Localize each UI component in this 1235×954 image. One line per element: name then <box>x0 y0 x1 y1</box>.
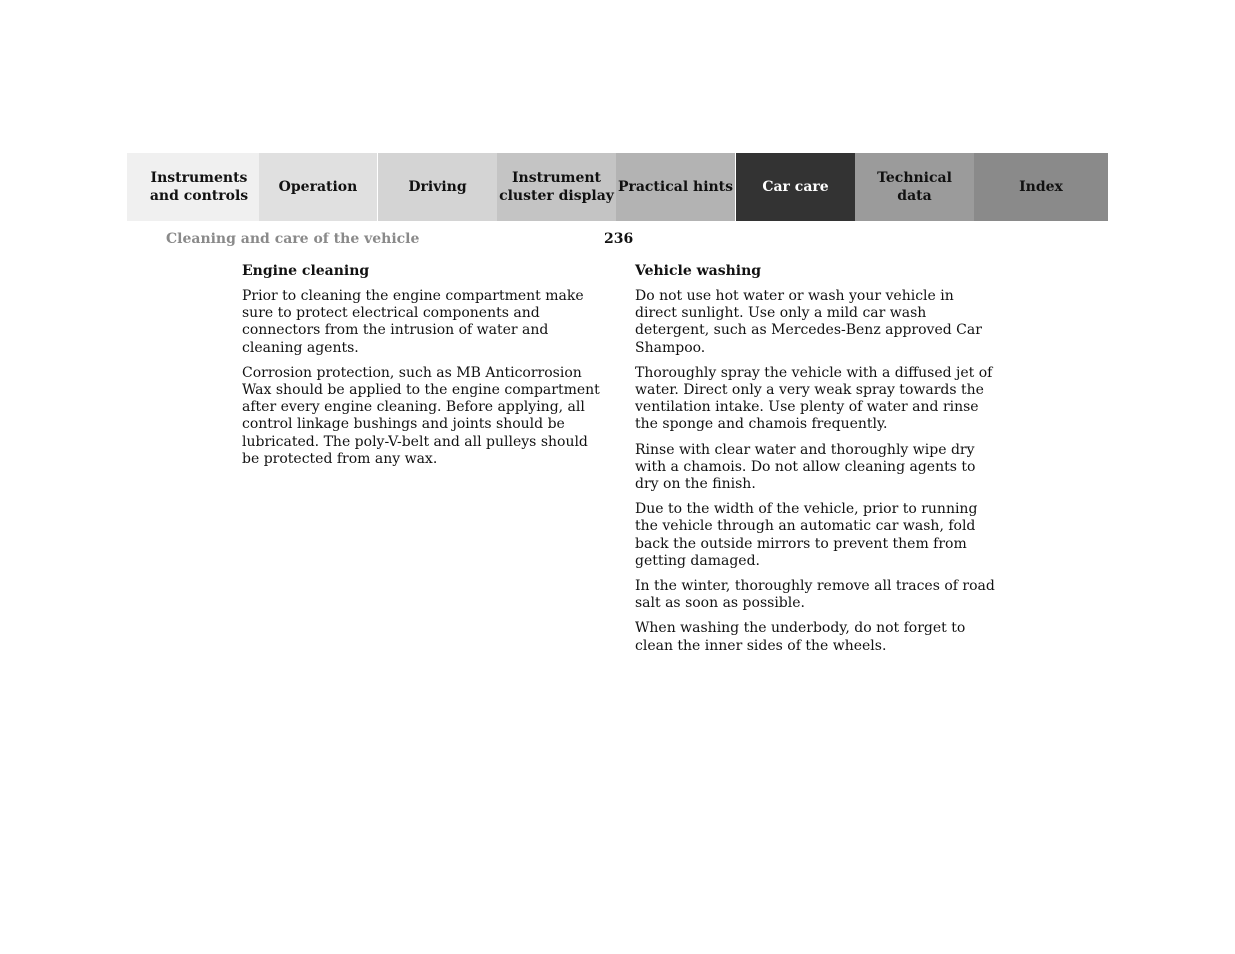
tab-label: Index <box>1019 179 1063 195</box>
tab-driving[interactable] <box>378 153 497 221</box>
tab-label: Operation <box>278 179 358 195</box>
tab-operation[interactable] <box>259 153 378 221</box>
tab-label-line1: Instruments <box>150 170 248 186</box>
tab-label: Driving <box>408 179 467 195</box>
chapter-tab-bar <box>127 153 1108 221</box>
paragraph: Due to the width of the vehicle, prior to running the vehicle through an automatic car wash, fold back the outside mirrors to prevent them from getting damaged. <box>635 501 978 569</box>
paragraph: Do not use hot water or wash your vehicle in direct sunlight. Use only a mild car wash detergent, such as Mercedes-Benz approved Car Shampoo. <box>635 288 982 356</box>
tab-label: Car care <box>762 179 829 195</box>
page-number: 236 <box>604 231 634 247</box>
tab-technical-data[interactable] <box>855 153 974 221</box>
engine-cleaning-section <box>242 262 604 476</box>
tab-practical-hints[interactable] <box>616 153 736 221</box>
tab-label-line2: data <box>897 188 932 204</box>
tab-label-line2: cluster display <box>499 188 614 204</box>
paragraph: Prior to cleaning the engine compartment make sure to protect electrical components and connectors from the intrusion of water and cleaning agents. <box>242 288 584 356</box>
tab-label-line1: Instrument <box>512 170 601 186</box>
tab-label: Practical hints <box>617 179 734 195</box>
section-heading: Vehicle washing <box>635 263 762 279</box>
paragraph: Corrosion protection, such as MB Anticorrosion Wax should be applied to the engine compartment after every engine cleaning. Before applying, all control linkage bushings and joints should be lubricated. The poly-V-belt and all pulleys should be protected from any wax. <box>242 364 600 467</box>
tab-label-line2: and controls <box>149 188 249 204</box>
tab-index[interactable] <box>974 153 1108 221</box>
tab-instruments-and-controls[interactable] <box>127 153 259 221</box>
paragraph: In the winter, thoroughly remove all traces of road salt as soon as possible. <box>635 578 995 612</box>
section-heading: Engine cleaning <box>242 263 370 279</box>
tab-label-line1: Technical <box>877 170 952 186</box>
paragraph: When washing the underbody, do not forget to clean the inner sides of the wheels. <box>635 620 966 654</box>
paragraph: Thoroughly spray the vehicle with a diffused jet of water. Direct only a very weak spray towards the ventilation intake. Use plenty of water and rinse the sponge and chamois frequently. <box>635 364 993 433</box>
section-title: Cleaning and care of the vehicle <box>166 231 420 247</box>
tab-instrument-cluster-display[interactable] <box>497 153 616 221</box>
tab-car-care[interactable] <box>736 153 855 221</box>
paragraph: Rinse with clear water and thoroughly wipe dry with a chamois. Do not allow cleaning agents to dry on the finish. <box>635 441 976 493</box>
vehicle-washing-section <box>635 262 997 663</box>
